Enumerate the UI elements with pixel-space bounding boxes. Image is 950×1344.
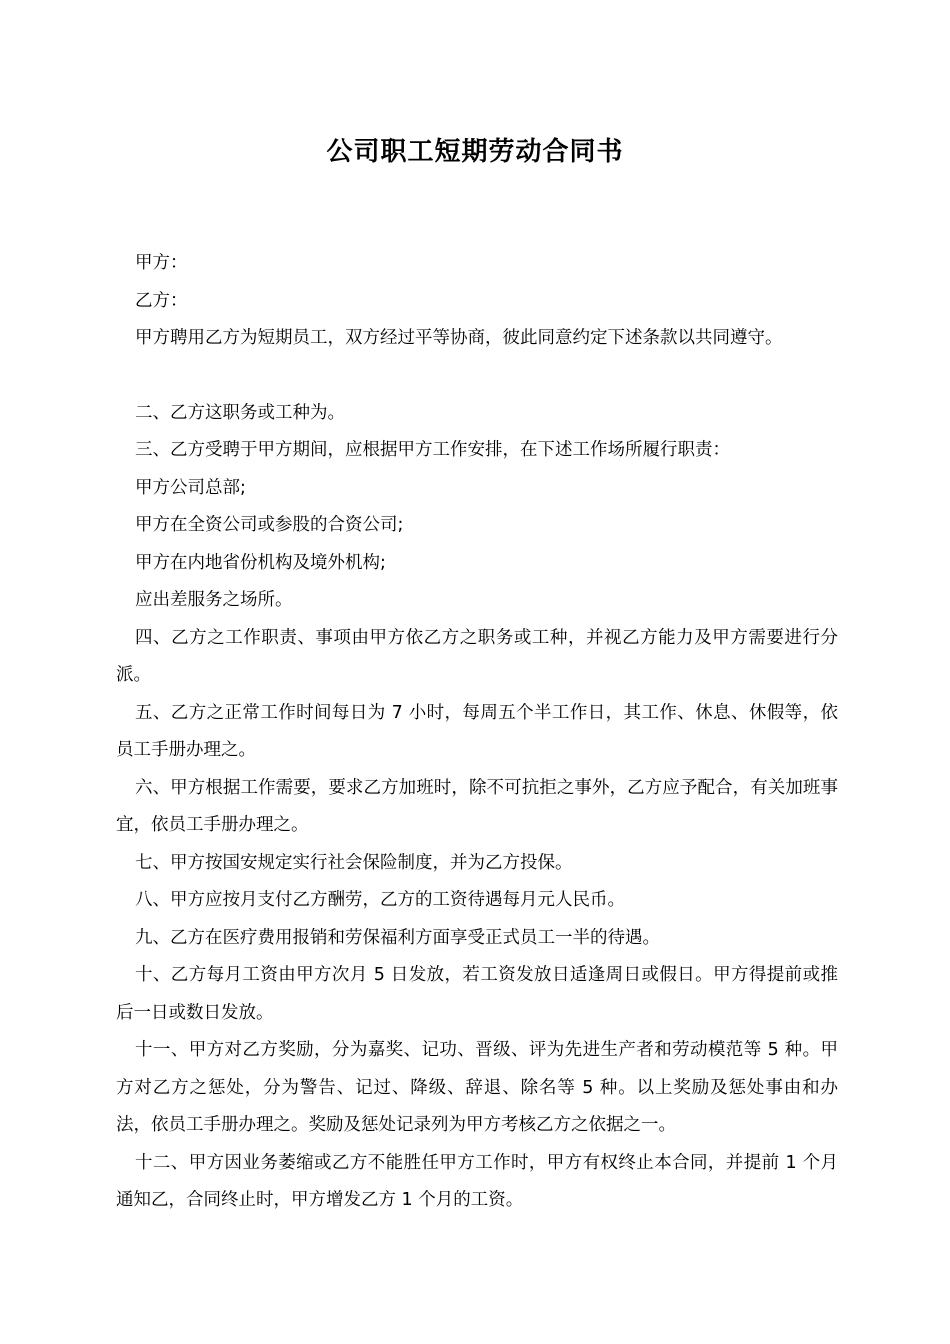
document-title: 公司职工短期劳动合同书 (326, 137, 624, 167)
party-a-line: 甲方： (135, 253, 188, 273)
blank-line (116, 358, 838, 395)
clause-11: 十一、甲方对乙方奖励，分为嘉奖、记功、晋级、评为先进生产者和劳动模范等 5 种。甲方对乙方之惩处，分为警告、记过、降级、辞退、除名等 5 种。以上奖励及惩处事由和办法，依员工手册办理之。奖励及惩处记录列为甲方考核乙方之依据之一。 (116, 1040, 838, 1135)
clause-12: 十二、甲方因业务萎缩或乙方不能胜任甲方工作时，甲方有权终止本合同，并提前 1 个月通知乙，合同终止时，甲方增发乙方 1 个月的工资。 (116, 1152, 838, 1210)
clause-9: 九、乙方在医疗费用报销和劳保福利方面享受正式员工一半的待遇。 (135, 927, 660, 948)
clause-10: 十、乙方每月工资由甲方次月 5 日发放，若工资发放日适逢周日或假日。甲方得提前或推后一日或数日发放。 (116, 965, 838, 1023)
workplace-item-1: 甲方公司总部; (135, 477, 246, 498)
document-body (116, 245, 838, 1220)
clause-7: 七、甲方按国安规定实行社会保险制度，并为乙方投保。 (135, 852, 573, 873)
clause-5: 五、乙方之正常工作时间每日为 7 小时，每周五个半工作日，其工作、休息、休假等，依员工手册办理之。 (116, 702, 838, 760)
preamble-paragraph: 甲方聘用乙方为短期员工，双方经过平等协商，彼此同意约定下述条款以共同遵守。 (135, 328, 783, 348)
clause-3: 三、乙方受聘于甲方期间，应根据甲方工作安排，在下述工作场所履行职责： (135, 440, 730, 460)
workplace-item-4: 应出差服务之场所。 (135, 590, 293, 610)
clause-2: 二、乙方这职务或工种为。 (135, 402, 345, 423)
workplace-item-2: 甲方在全资公司或参股的合资公司; (135, 515, 404, 535)
clause-6: 六、甲方根据工作需要，要求乙方加班时，除不可抗拒之事外，乙方应予配合，有关加班事宜，依员工手册办理之。 (116, 777, 838, 835)
clause-4: 四、乙方之工作职责、事项由甲方依乙方之职务或工种，并视乙方能力及甲方需要进行分派。 (116, 627, 838, 685)
party-b-line: 乙方： (135, 290, 188, 311)
workplace-item-3: 甲方在内地省份机构及境外机构; (135, 552, 386, 573)
clause-8: 八、甲方应按月支付乙方酬劳，乙方的工资待遇每月元人民币。 (135, 890, 625, 910)
